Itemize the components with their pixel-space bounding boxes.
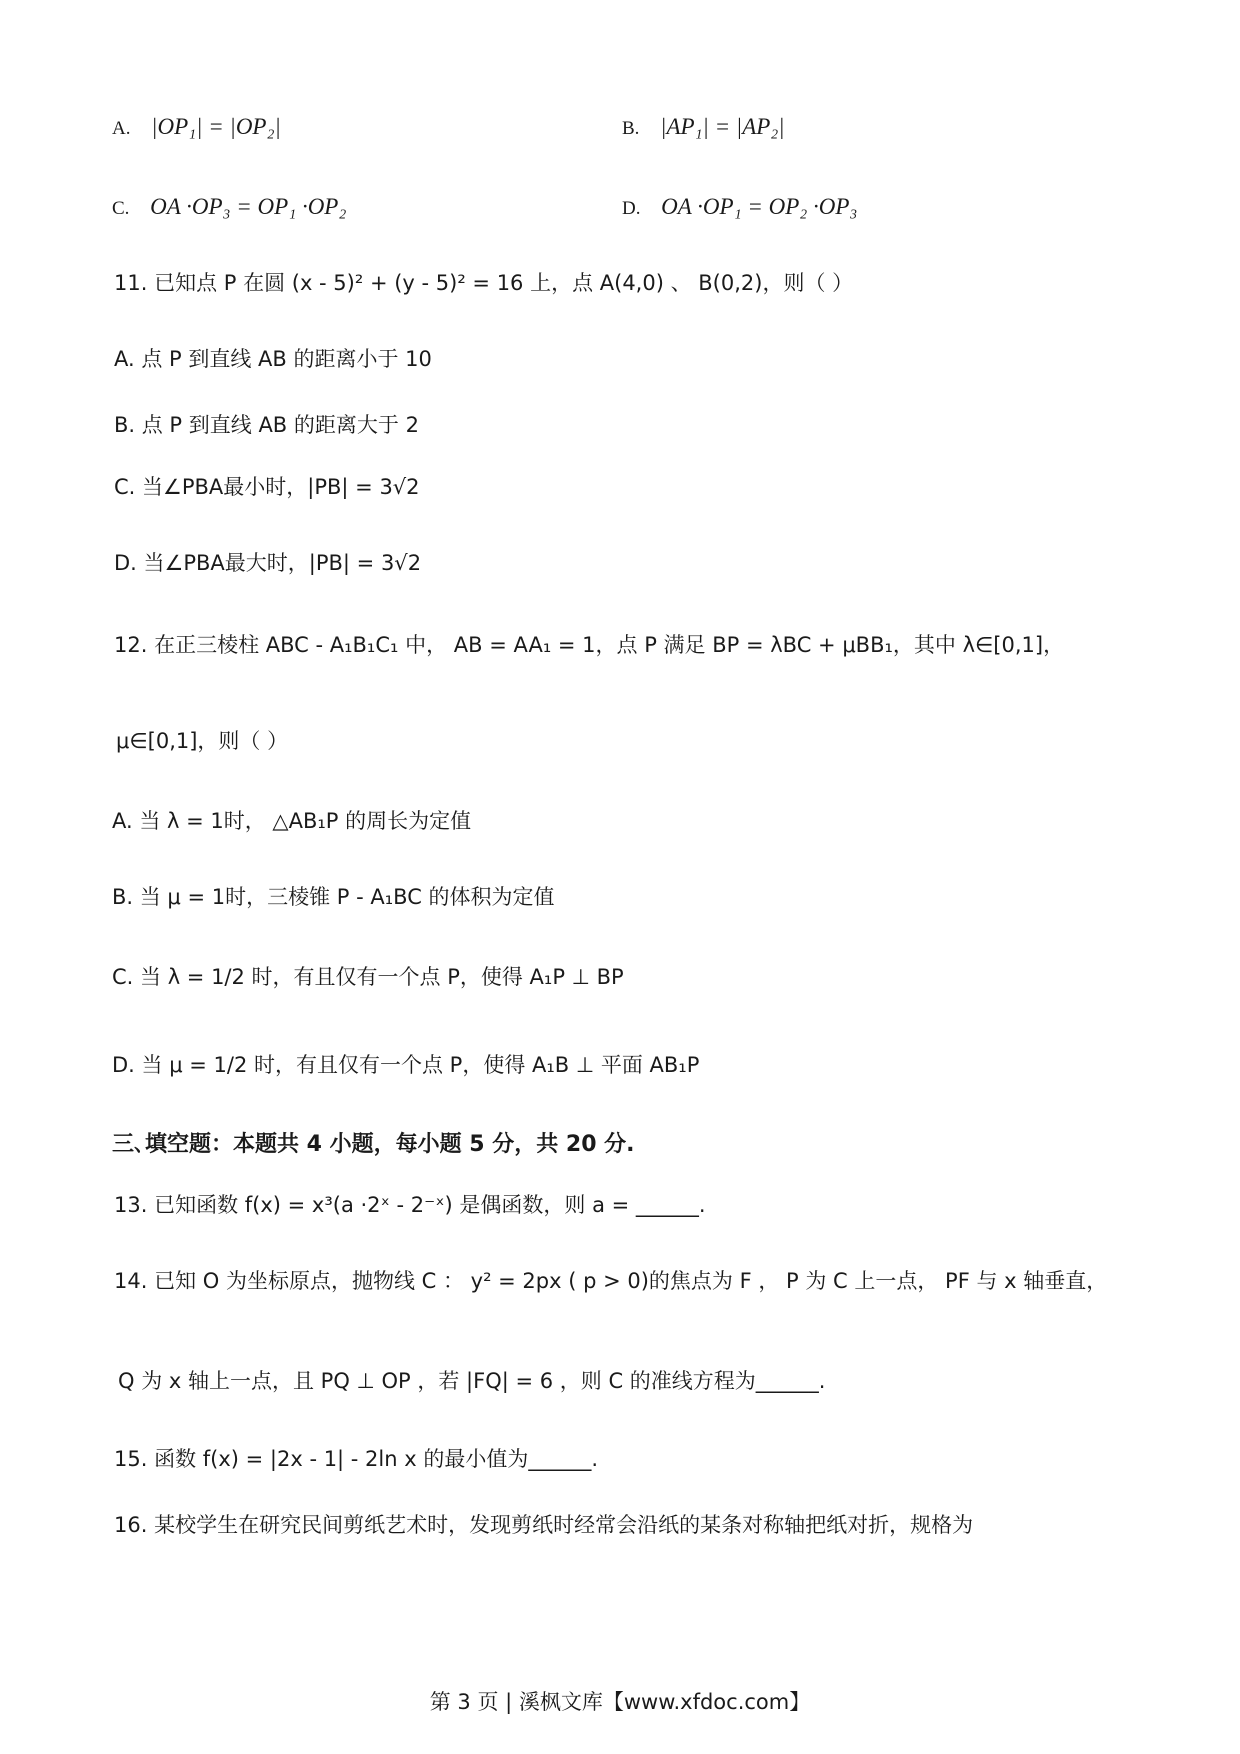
section-heading: 三､填空题：本题共 4 小题，每小题 5 分，共 20 分. bbox=[112, 1132, 635, 1157]
question-11-option-c: C. 当∠PBA最小时，|PB| = 3√2 bbox=[114, 475, 420, 499]
option-label: B. bbox=[622, 118, 640, 139]
option-10-d bbox=[622, 192, 857, 224]
option-label: A. bbox=[112, 118, 131, 139]
question-11-option-a: A. 点 P 到直线 AB 的距离小于 10 bbox=[114, 347, 432, 371]
question-16: 16. 某校学生在研究民间剪纸艺术时，发现剪纸时经常会沿纸的某条对称轴把纸对折，规格为 bbox=[114, 1513, 974, 1537]
option-math: |OP₁| = |OP₂| bbox=[151, 114, 281, 139]
option-10-b bbox=[622, 112, 785, 144]
question-11-option-b: B. 点 P 到直线 AB 的距离大于 2 bbox=[114, 413, 419, 437]
question-12-option-b: B. 当 μ = 1时，三棱锥 P - A₁BC 的体积为定值 bbox=[112, 885, 555, 909]
question-13: 13. 已知函数 f(x) = x³(a ·2ˣ - 2⁻ˣ) 是偶函数，则 a = ______. bbox=[114, 1193, 706, 1217]
question-12-option-a: A. 当 λ = 1时， △AB₁P 的周长为定值 bbox=[112, 809, 472, 833]
option-math: |AP₁| = |AP₂| bbox=[660, 114, 785, 139]
option-10-c bbox=[112, 192, 346, 224]
question-11-option-d: D. 当∠PBA最大时，|PB| = 3√2 bbox=[114, 551, 422, 575]
option-math: OA ·OP₃ = OP₁ ·OP₂ bbox=[150, 194, 347, 219]
question-12-option-c: C. 当 λ = 1/2 时，有且仅有一个点 P，使得 A₁P ⊥ BP bbox=[112, 965, 624, 989]
question-14-line1: 14. 已知 O 为坐标原点，抛物线 C ： y² = 2px ( p > 0)的焦点为 F ， P 为 C 上一点， PF 与 x 轴垂直， bbox=[114, 1269, 1108, 1293]
question-12-stem-line1: 12. 在正三棱柱 ABC - A₁B₁C₁ 中， AB = AA₁ = 1，点 P 满足 BP = λBC + μBB₁，其中 λ∈[0,1]， bbox=[114, 633, 1065, 657]
question-15: 15. 函数 f(x) = |2x - 1| - 2ln x 的最小值为______. bbox=[114, 1447, 599, 1471]
question-12-option-d: D. 当 μ = 1/2 时，有且仅有一个点 P，使得 A₁B ⊥ 平面 AB₁P bbox=[112, 1053, 700, 1077]
question-11-stem: 11. 已知点 P 在圆 (x - 5)² + (y - 5)² = 16 上，点 A(4,0) 、 B(0,2)，则（ ） bbox=[114, 271, 854, 295]
page-footer: 第 3 页 | 溪枫文库【www.xfdoc.com】 bbox=[429, 1690, 811, 1714]
question-14-line2: Q 为 x 轴上一点，且 PQ ⊥ OP ，若 |FQ| = 6 ，则 C 的准线方程为______. bbox=[118, 1369, 826, 1393]
option-math: OA ·OP₁ = OP₂ ·OP₃ bbox=[661, 194, 858, 219]
question-12-stem-line2: μ∈[0,1]，则（ ） bbox=[116, 729, 289, 753]
option-10-a bbox=[112, 112, 281, 144]
option-label: D. bbox=[622, 198, 641, 219]
option-label: C. bbox=[112, 198, 130, 219]
